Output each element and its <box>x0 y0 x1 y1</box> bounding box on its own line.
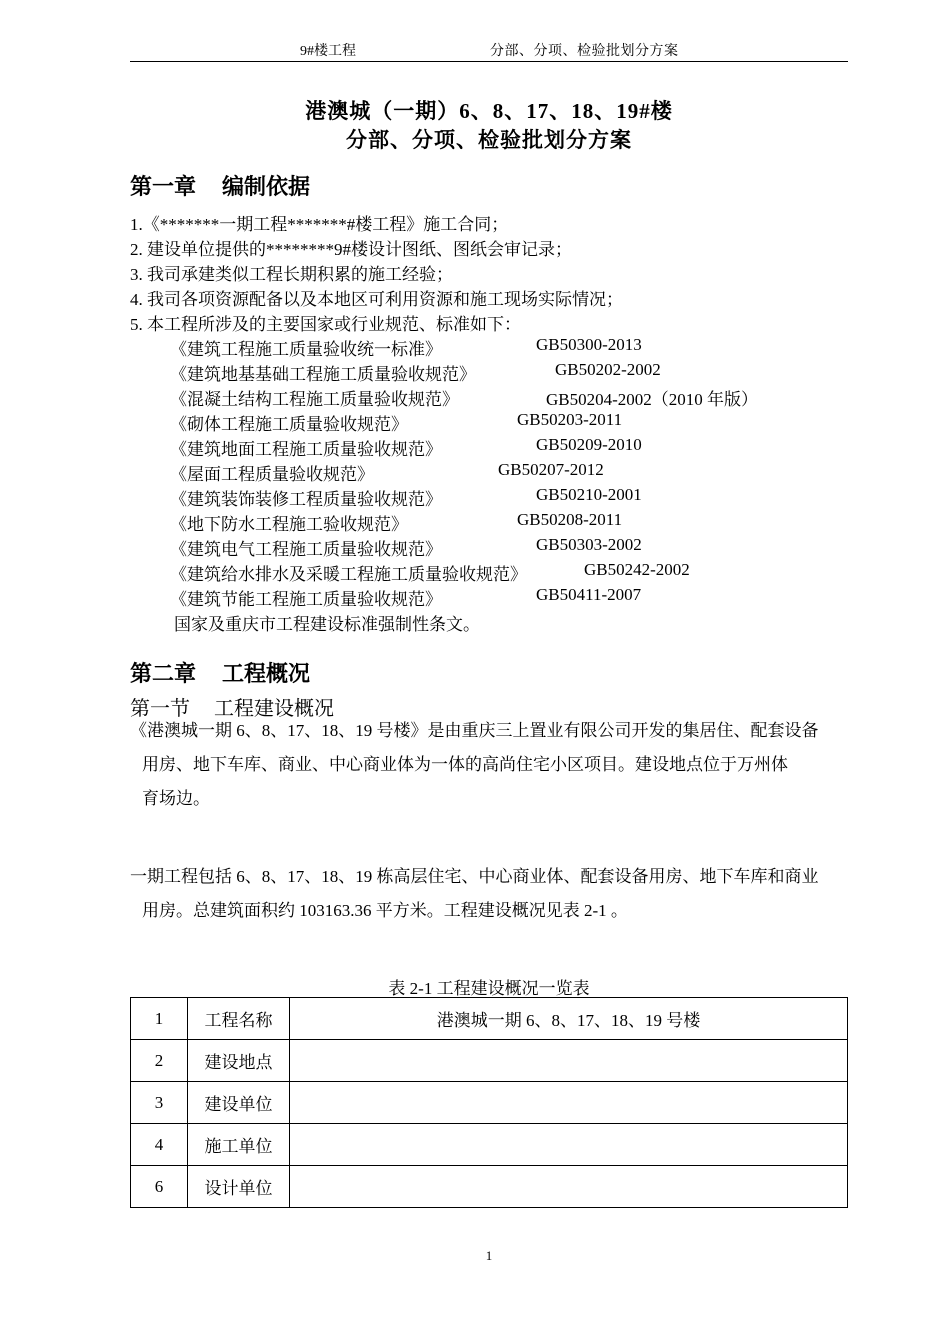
header-left: 9#楼工程 <box>300 44 356 59</box>
basis-item-1: 1.《*******一期工程*******#楼工程》施工合同； <box>130 215 509 234</box>
table-caption: 表 2-1 工程建设概况一览表 <box>388 979 590 998</box>
standard-name: 《地下防水工程施工验收规范》 <box>170 515 408 534</box>
standard-name: 《建筑地面工程施工质量验收规范》 <box>170 440 442 459</box>
row-label: 工程名称 <box>188 998 290 1040</box>
paragraph-line: 一期工程包括 6、8、17、18、19 栋高层住宅、中心商业体、配套设备用房、地下车库和商业 <box>130 867 819 886</box>
standard-code: GB50210-2001 <box>536 485 642 504</box>
basis-item-5: 5. 本工程所涉及的主要国家或行业规范、标准如下： <box>130 315 521 334</box>
paragraph-line: 育场边。 <box>142 789 210 808</box>
table-row <box>131 1040 848 1082</box>
chapter2-number: 第二章 <box>130 662 197 687</box>
standard-code: GB50411-2007 <box>536 585 642 604</box>
basis-item-2: 2. 建设单位提供的********9#楼设计图纸、图纸会审记录； <box>130 240 572 259</box>
table-row <box>131 1082 848 1124</box>
overview-paragraph-1 <box>130 714 848 816</box>
row-label: 建设单位 <box>188 1082 290 1124</box>
overview-paragraph-2 <box>130 860 848 928</box>
row-label: 建设地点 <box>188 1040 290 1082</box>
chapter1-name: 编制依据 <box>222 175 311 200</box>
standard-code: GB50207-2012 <box>498 460 604 479</box>
row-value <box>290 1166 848 1208</box>
standard-name: 《建筑给水排水及采暖工程施工质量验收规范》 <box>170 565 527 584</box>
table-row <box>131 1124 848 1166</box>
row-value: 港澳城一期 6、8、17、18、19 号楼 <box>290 998 848 1040</box>
chapter2-heading <box>130 657 310 688</box>
standard-code: GB50300-2013 <box>536 335 642 354</box>
standard-code: GB50303-2002 <box>536 535 642 554</box>
header-right: 分部、分项、检验批划分方案 <box>490 44 679 59</box>
paragraph-line: 《港澳城一期 6、8、17、18、19 号楼》是由重庆三上置业有限公司开发的集居住、配套设备 <box>130 721 819 740</box>
row-number: 2 <box>131 1040 188 1082</box>
standards-closing: 国家及重庆市工程建设标准强制性条文。 <box>174 615 480 634</box>
standard-name: 《屋面工程质量验收规范》 <box>170 465 374 484</box>
row-label: 施工单位 <box>188 1124 290 1166</box>
row-number: 3 <box>131 1082 188 1124</box>
standard-name: 《建筑地基基础工程施工质量验收规范》 <box>170 365 476 384</box>
row-number: 1 <box>131 998 188 1040</box>
standard-code: GB50208-2011 <box>517 510 623 529</box>
chapter1-heading <box>130 170 310 201</box>
standard-name: 《建筑工程施工质量验收统一标准》 <box>170 340 442 359</box>
standard-code: GB50203-2011 <box>517 410 623 429</box>
basis-item-4: 4. 我司各项资源配备以及本地区可利用资源和施工现场实际情况； <box>130 290 623 309</box>
standard-name: 《建筑节能工程施工质量验收规范》 <box>170 590 442 609</box>
paragraph-line: 用房、地下车库、商业、中心商业体为一体的高尚住宅小区项目。建设地点位于万州体 <box>142 755 788 774</box>
standard-name: 《混凝土结构工程施工质量验收规范》 <box>170 390 459 409</box>
row-value <box>290 1124 848 1166</box>
standard-name: 《砌体工程施工质量验收规范》 <box>170 415 408 434</box>
project-overview-table <box>130 997 848 1208</box>
standard-code: GB50204-2002（2010 年版） <box>546 390 759 409</box>
table-row <box>131 1166 848 1208</box>
section1-number: 第一节 <box>130 698 190 720</box>
paragraph-line: 用房。总建筑面积约 103163.36 平方米。工程建设概况见表 2-1 。 <box>142 901 628 920</box>
row-value <box>290 1040 848 1082</box>
doc-title-line2: 分部、分项、检验批划分方案 <box>346 128 632 152</box>
chapter1-number: 第一章 <box>130 175 197 200</box>
standard-name: 《建筑装饰装修工程质量验收规范》 <box>170 490 442 509</box>
standard-code: GB50242-2002 <box>584 560 690 579</box>
section1-name: 工程建设概况 <box>214 698 334 720</box>
row-value <box>290 1082 848 1124</box>
row-number: 6 <box>131 1166 188 1208</box>
row-number: 4 <box>131 1124 188 1166</box>
row-label: 设计单位 <box>188 1166 290 1208</box>
header-rule <box>130 61 848 62</box>
doc-title-line1: 港澳城（一期）6、8、17、18、19#楼 <box>305 99 673 123</box>
standard-code: GB50209-2010 <box>536 435 642 454</box>
basis-item-3: 3. 我司承建类似工程长期积累的施工经验； <box>130 265 453 284</box>
standard-code: GB50202-2002 <box>555 360 661 379</box>
page-number: 1 <box>485 1248 493 1263</box>
table-row <box>131 998 848 1040</box>
standard-name: 《建筑电气工程施工质量验收规范》 <box>170 540 442 559</box>
chapter2-name: 工程概况 <box>222 662 311 687</box>
